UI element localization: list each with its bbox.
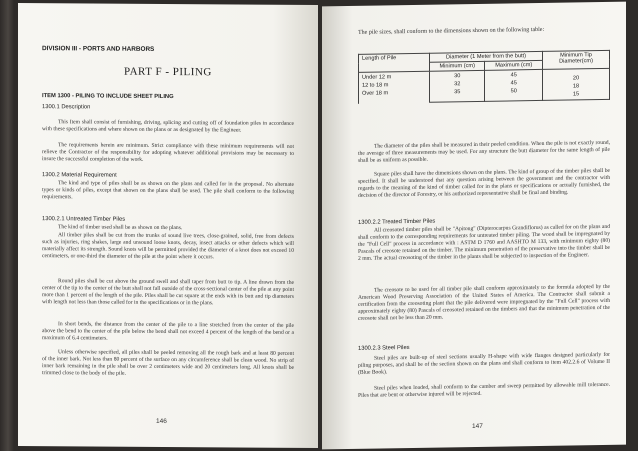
cell-max: 45 <box>510 80 517 87</box>
paragraph-untreated-4: In short bends, the distance from the center of the pile to a line stretched from the center of the pile above the bend to the center of the pile below the bend shall not exceed 4 percent of the length of the bend or a maximum of 6.4 centimeters. <box>42 321 294 342</box>
section-heading-1300-2-3: 1300.2.3 Steel Piles <box>358 345 410 352</box>
cell-min: 32 <box>454 81 461 88</box>
header-tip: Minimum Tip Diameter(cm) <box>543 50 610 69</box>
paragraph-square-piles: Square piles shall have the dimensions shown on the plans. The kind of group of the timber piles shall be specified. It shall be understood that any question arising between the government and the contractor with regards to the meaning of the kind of timber called for in the plans or specifications or actually furnished, the decision of the director of Forestry, or his authorized representative shall be final and binding. <box>358 167 610 200</box>
cell-length: Under 12 m <box>362 74 392 81</box>
cell-length: Over 18 m <box>362 90 389 97</box>
cell-tip: 15 <box>572 91 580 98</box>
page-number-left: 146 <box>156 417 167 425</box>
cell-tip: 18 <box>572 83 580 90</box>
section-heading-1300-2: 1300.2 Material Requirement <box>42 172 117 179</box>
part-title: PART F - PILING <box>124 65 212 79</box>
division-heading: DIVISION III - PORTS AND HARBORS <box>42 45 155 53</box>
left-page <box>18 3 318 448</box>
paragraph-treated-1: All creosoted timber piles shall be "Apitong" (Dipterocarpus Grandiflorus) as called for on the plans and shall conform to the corresponding requirements for untreated timber piling. The wood shall be impregnated by the "Full Cell" process in accordance with : ASTM D 1760 and AASHTO M 133, with minimum eighty (80) Pascals of creosote retained on the timber. The minimum penetration of the preservative into the timber shall be 2 mm. The actual creosoting of the timber in the plants shall be subjected to inspection of the Engineer. <box>358 223 610 263</box>
header-min: Minimum (cm) <box>430 61 485 71</box>
paragraph-description-1: This Item shall consist of furnishing, driving, splicing and cutting off of foundation piles in accordance with these specifications and where shown on the plans or as designated by the Engineer. <box>42 119 294 134</box>
paragraph-untreated-5: Unless otherwise specified, all piles shall be peeled removing all the rough bark and at least 80 percent of the inner bark. Not less than 80 percent of the surface on any circumference shall be clean wood. No strip of inner bark remaining in the pile shall be over 2 centimeters wide and 20 centimeters long. All knots shall be trimmed close to the body of the pile. <box>42 349 294 377</box>
section-heading-1300-2-2: 1300.2.2 Treated Timber Piles <box>358 218 436 226</box>
header-diameter: Diameter (1 Meter from the butt) <box>430 51 543 62</box>
cell-max: 45 <box>510 72 517 79</box>
table-row <box>359 68 610 103</box>
header-max: Maximum (cm) <box>485 60 543 70</box>
paragraph-steel-1: Steel piles are built-up of steel sections usually H-shape with wide flanges designed particularly for piling purposes, and shall be of the section shown on the plans and shall conform to item 402.2.6 of Volume II (Blue Book). <box>358 351 610 377</box>
right-page <box>322 2 626 450</box>
item-heading: ITEM 1300 - PILING TO INCLUDE SHEET PILING <box>42 93 174 101</box>
paragraph-diameter: The diameter of the piles shall be measured in their peeled condition. When the pile is not exactly round, the average of three measurements may be used. For any structure the butt diameter for the same length of pile shall be as uniform as possible. <box>358 139 610 165</box>
paragraph-treated-2: The creosote to be used for all timber pile shall conform approximately to the formula adopted by the American Wood Preserving Association of the United States of America. The Contractor shall submit a certification from the creosoting plant that the pile delivered were impregnated by the "Full Cell" process with approximately eighty (80) Pascals of creosoted retained on the timbers and that the minimum penetration of the creosote shall not be less than 20 mm. <box>358 283 610 323</box>
cell-min: 35 <box>454 89 461 96</box>
section-heading-1300-2-1: 1300.2.1 Untreated Timber Piles <box>42 216 126 223</box>
cell-length: 12 to 18 m <box>362 82 389 89</box>
paragraph-description-2: The requirements herein are minimum. Strict compliance with these minimum requirements will not relieve the Contractor of the responsibility for adopting whatever additional provisions may be necessary to insure the successful completion of the work. <box>42 142 294 164</box>
section-heading-1300-1: 1300.1 Description <box>42 104 91 111</box>
header-length: Length of Pile <box>359 53 430 72</box>
table-intro: The pile sizes, shall conform to the dimensions shown on the following table: <box>358 26 545 36</box>
cell-tip: 20 <box>572 75 580 82</box>
paragraph-untreated-3: Round piles shall be cut above the ground swell and shall taper from butt to tip. A line drawn from the center of the tip to the center of the butt shall not fall outside of the cross-sectional center of the pile at any point more than 1 percent of the length of the pile. Piles shall be cut square at the ends with its butt and tip diameters with length not less than those called for in the specifications or in the plans. <box>42 278 294 307</box>
page-number-right: 147 <box>472 422 483 431</box>
paragraph-untreated-2: All timber piles shall be cut from the trunks of sound live trees, close-grained, solid, free from defects such as injuries, ring shakes, large and unsound loose knots, decay, insect attacks or other defects which will materially affect its strength. Sound knots will be permitted provided the diameter of a knot does not exceed 10 centimeters, or one-third the diameter of the pile at the point where it occurs. <box>42 232 294 261</box>
paragraph-untreated-1: The kind of timber used shall be as shown on the plans. <box>58 224 183 232</box>
cell-max: 50 <box>510 88 517 95</box>
pile-size-table <box>358 50 610 104</box>
paragraph-steel-2: Steel piles when loaded, shall conform to the camber and sweep permitted by allowable mill tolerance. Piles that are bent or otherwise injured will be rejected. <box>358 381 610 399</box>
cell-min: 30 <box>454 73 461 80</box>
paragraph-material: The kind and type of piles shall be as shown on the plans and called for in the proposal. No alternate types or kinds of piles, except that shown on the plans shall be used. The pile shall conform to the following requirements. <box>42 180 294 201</box>
